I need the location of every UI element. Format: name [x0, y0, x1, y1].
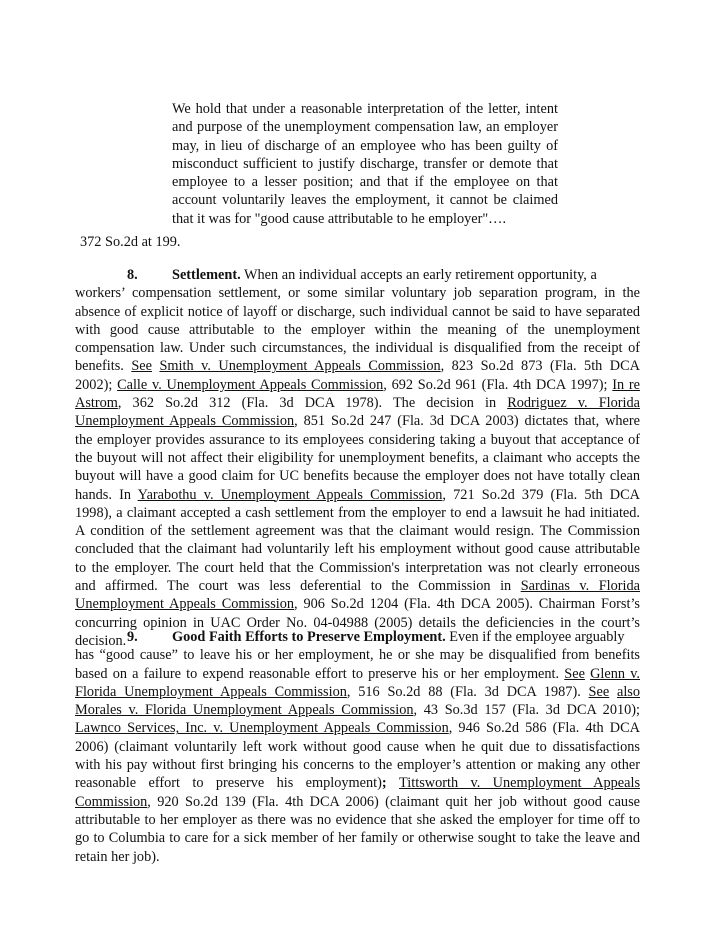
- quote-line: account voluntarily leaves the employment, it cannot be claimed: [172, 192, 558, 209]
- text-run: , 851 So.2d 247 (Fla. 3d DCA 2003) dictates that, where: [294, 413, 640, 430]
- section-9-number: 9.: [127, 629, 138, 645]
- case-name: Glenn v.: [590, 665, 641, 682]
- case-name: Lawnco Services, Inc. v. Unemployment Appeals Commission: [75, 720, 449, 737]
- text-line: 2006) (claimant voluntarily left work without good cause when he quit due to dissatisfactions: [75, 738, 640, 755]
- citation: 372 So.2d at 199.: [80, 234, 181, 250]
- text-line: the employer provides assurance to its employees considering taking a buyout that acceptance of: [75, 431, 640, 448]
- text-run: reasonable effort to preserve his employment): [75, 775, 382, 792]
- text-line: [75, 665, 640, 683]
- text-run: , 721 So.2d 379 (Fla. 5th DCA: [442, 486, 640, 503]
- text-line: [75, 595, 640, 613]
- section-8-first-line: [75, 266, 640, 284]
- case-name: Yarabothu v. Unemployment Appeals Commission: [137, 486, 443, 503]
- text-run: , 823 So.2d 873 (Fla. 5th DCA: [440, 358, 640, 375]
- text-line: [75, 719, 640, 737]
- text-line: [75, 486, 640, 504]
- text-line: to the employer. The court held that the Commission's interpretation was not clearly erroneous: [75, 559, 640, 576]
- text-line: buyout will have a good claim for UC benefits because the employer does not have totally clean: [75, 468, 640, 485]
- case-name: In re: [612, 376, 641, 393]
- text-line: has “good cause” to leave his or her employment, he or she may be disqualified from benefits: [75, 647, 640, 664]
- quote-line: and purpose of the unemployment compensation law, an employer: [172, 119, 558, 136]
- text-line: [75, 577, 640, 595]
- text-line: [75, 774, 640, 792]
- text-line: [75, 701, 640, 719]
- text-line: retain her job).: [75, 848, 160, 865]
- case-name: Unemployment Appeals Commission: [75, 413, 295, 430]
- text-line: A condition of the settlement agreement was that the claimant would resign. The Commission: [75, 523, 640, 540]
- text-run: and affirmed. The court was less deferential to the Commission in: [75, 578, 521, 595]
- case-name: Sardinas v. Florida: [520, 578, 640, 595]
- signal-also: also: [616, 683, 640, 700]
- text-line: [75, 376, 640, 394]
- section-9-paragraph: [75, 628, 640, 866]
- text-line: attributable to her employer as there was no evidence that she asked the employer for time off to: [75, 811, 640, 828]
- signal-see: See: [564, 665, 585, 682]
- text-run: ;: [381, 775, 400, 792]
- case-name: Commission: [75, 793, 148, 810]
- text-run: , 920 So.2d 139 (Fla. 4th DCA 2006) (claimant quit her job without good cause: [147, 793, 640, 810]
- case-name: Smith v. Unemployment Appeals Commission: [159, 358, 441, 375]
- text-line: with his pay without first bringing his concerns to the employer’s attention or making any other: [75, 757, 640, 774]
- text-run: , 43 So.3d 157 (Fla. 3d DCA 2010);: [413, 702, 640, 719]
- section-8-number: 8.: [127, 267, 138, 283]
- case-name: Morales v. Florida Unemployment Appeals Commission: [75, 702, 414, 719]
- section-9-heading: Good Faith Efforts to Preserve Employment.: [172, 629, 446, 645]
- section-9-first-line: [75, 628, 640, 646]
- text-line: decision.: [75, 632, 127, 649]
- text-line: the buyout will not affect their eligibility for unemployment benefits, a claimant who accepts the: [75, 449, 640, 466]
- text-run: 2002);: [75, 376, 118, 393]
- text-line: [75, 412, 640, 430]
- quote-line: employee to a lesser position; and that if the employee on that: [172, 174, 558, 191]
- text-run: , 692 So.2d 961 (Fla. 4th DCA 1997);: [383, 376, 613, 393]
- text-run: , 946 So.2d 586 (Fla. 4th DCA: [448, 720, 640, 737]
- case-name: Unemployment Appeals Commission: [75, 596, 295, 613]
- text-line: absence of explicit notice of layoff or discharge, such individual cannot be said to have separated: [75, 303, 640, 320]
- body-text: Even if the employee arguably: [449, 629, 625, 645]
- signal-see: See: [588, 683, 610, 700]
- text-line: compensation law. Under such circumstances, the individual is disqualified from the receipt of: [75, 340, 640, 357]
- text-run: based on a failure to expend reasonable effort to preserve his or her employment.: [75, 665, 565, 682]
- case-name: Rodriguez v. Florida: [507, 395, 640, 412]
- case-name: Calle v. Unemployment Appeals Commission: [117, 376, 384, 393]
- text-line: concluded that the claimant had voluntarily left his employment without good cause attributable: [75, 541, 640, 558]
- text-run: [609, 684, 617, 700]
- body-text: When an individual accepts an early retirement opportunity, a: [244, 267, 597, 283]
- text-run: benefits.: [75, 358, 132, 375]
- text-line: 1998), a claimant accepted a cash settlement from the employer to end a lawsuit he had initiated.: [75, 504, 640, 521]
- text-line: [75, 683, 640, 701]
- text-line: with good cause attributable to the employer within the meaning of the unemployment: [75, 321, 640, 338]
- block-quote: [172, 100, 558, 228]
- case-name: Tittsworth v. Unemployment Appeals: [399, 775, 641, 792]
- text-line: concurring opinion in UAC Order No. 04-04988 (2005) details the deficiencies in the court’s: [75, 614, 640, 631]
- quote-line: that it was for "good cause attributable to he employer"….: [172, 210, 507, 227]
- text-run: , 906 So.2d 1204 (Fla. 4th DCA 2005). Chairman Forst’s: [294, 596, 640, 613]
- signal-see: See: [131, 358, 152, 375]
- text-run: hands. In: [75, 486, 138, 503]
- text-run: , 516 So.2d 88 (Fla. 3d DCA 1987).: [346, 683, 589, 700]
- text-line: workers’ compensation settlement, or some similar voluntary job separation program, in the: [75, 285, 640, 302]
- text-line: go to Columbia to care for a sick member of her family or otherwise sought to take the leave and: [75, 830, 640, 847]
- section-8-heading: Settlement.: [172, 267, 241, 283]
- text-line: [75, 394, 640, 412]
- case-name: Florida Unemployment Appeals Commission: [75, 683, 347, 700]
- text-run: , 362 So.2d 312 (Fla. 3d DCA 1978). The decision in: [117, 395, 508, 412]
- quote-line: We hold that under a reasonable interpretation of the letter, intent: [172, 101, 558, 117]
- quote-line: misconduct sufficient to justify discharge, transfer or demote that: [172, 155, 558, 172]
- quote-line: may, in lieu of discharge of an employee who has been guilty of: [172, 137, 558, 154]
- case-name: Astrom: [75, 395, 118, 412]
- section-8-paragraph: [75, 266, 640, 650]
- text-line: [75, 793, 640, 811]
- text-line: [75, 357, 640, 375]
